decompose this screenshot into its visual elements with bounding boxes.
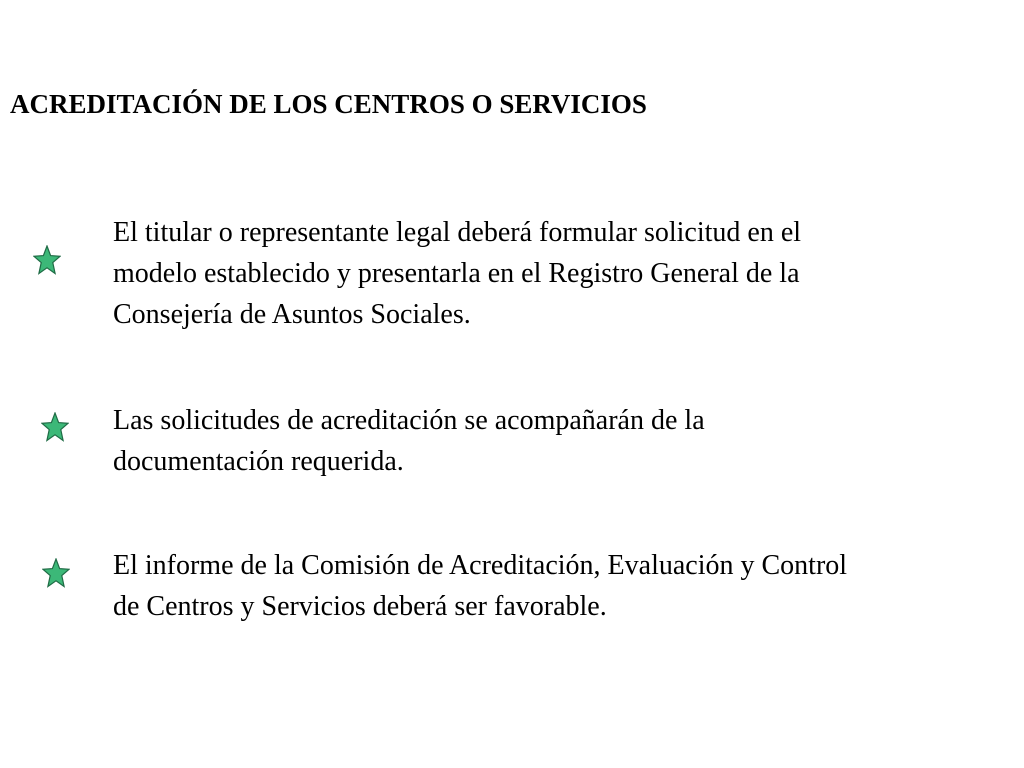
star-icon (33, 245, 61, 275)
bullet-line: de Centros y Servicios deberá ser favorable. (113, 591, 607, 622)
bullet-line: El titular o representante legal deberá formular solicitud en el (113, 217, 802, 248)
bullet-text (113, 400, 1013, 482)
bullet-text (113, 212, 1013, 335)
star-icon (41, 412, 69, 442)
bullet-text (113, 545, 1013, 627)
bullet-line: documentación requerida. (113, 446, 404, 477)
bullet-line: El informe de la Comisión de Acreditación, Evaluación y Control (113, 550, 848, 581)
bullet-line: modelo establecido y presentarla en el Registro General de la (113, 258, 800, 289)
bullet-line: Consejería de Asuntos Sociales. (113, 299, 471, 330)
slide-title: ACREDITACIÓN DE LOS CENTROS O SERVICIOS (10, 89, 647, 119)
bullet-line: Las solicitudes de acreditación se acompañarán de la (113, 405, 705, 436)
star-icon (42, 558, 70, 588)
